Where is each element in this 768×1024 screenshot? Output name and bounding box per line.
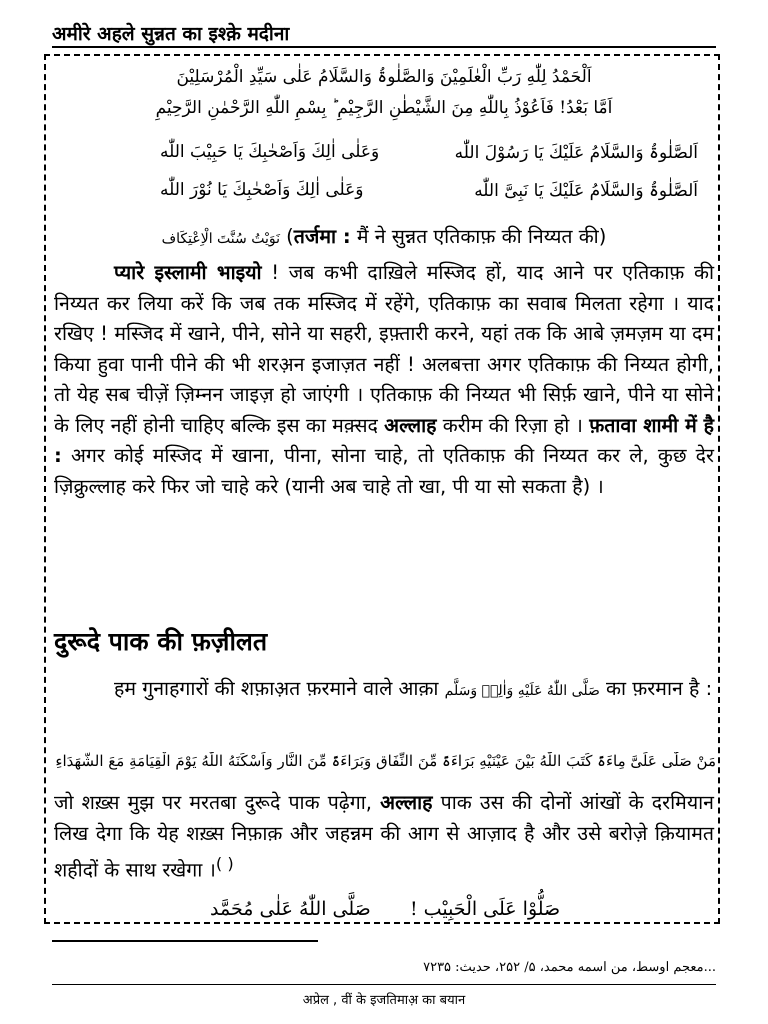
hadith-arabic: مَنْ صَلّٰی عَلَیَّ مِاءَۃً کَتَبَ اللّٰهُ بَیْنَ عَیْنَیْهِ بَرَاءَۃً مِّنَ النِّفَاقِ وَبَرَاءَۃً مِّنَ النَّارِ وَاَسْکَنَهُ اللّٰهُ یَوْمَ الْقِیَامَةِ مَعَ الشُّهَدَاءِ: [55, 752, 716, 770]
header-divider: [52, 46, 716, 48]
arabic-salat-row2-left: وَعَلٰی اٰلِكَ وَاَصْحٰبِكَ یَا نُوْرَ اللّٰه: [160, 180, 364, 200]
paragraph1-part1: ! जब कभी दाख़िले मस्जिद हों, याद आने पर एतिकाफ़ की निय्यत कर लिया करें कि जब तक मस्जिद में रहेंगे, एतिकाफ़ का सवाब मिलता रहेगा । याद रखिए ! मस्जिद में खाने, पीने, सोने या सहरी, इफ़्तारी करने, यहां तक कि आबे ज़मज़म या दम किया हुवा पानी पीने की भी शरअ़न इजाज़त नहीं ! अलबत्ता अगर एतिकाफ़ की निय्यत होगी, तो येह सब चीज़ें ज़िम्नन जाइज़ हो जाएंगी । एतिकाफ़ की निय्यत भी सिर्फ़ खाने, पीने या सोने के लिए नहीं होनी चाहिए बल्कि इस का मक़्सद: [54, 261, 715, 437]
niyyat-line: نَوَیْتُ سُنَّتَ الْاِعْتِكَاف (तर्जमा : मैं ने सुन्नत एतिकाफ़ की निय्यत की): [161, 225, 607, 248]
paragraph-itikaf: [54, 258, 714, 502]
arabic-hamd-line: اَلْحَمْدُ لِلّٰهِ رَبِّ الْعٰلَمِیْنَ وَالصَّلٰوۃُ وَالسَّلَامُ عَلٰی سَیِّدِ الْمُرْسَلِیْنَ: [176, 67, 592, 87]
paragraph1-part3: अगर कोई मस्जिद में खाना, पीना, सोना चाहे, तो एतिकाफ़ की निय्यत कर ले, कुछ देर ज़िक्रुल्लाह करे फिर जो चाहे करे (यानी अब चाहे तो खा, पी या सो सकता है) ।: [54, 444, 714, 498]
address-lead: प्यारे इस्लामी भाइयो: [114, 261, 262, 284]
arabic-salat-row2-right: اَلصَّلٰوۃُ وَالسَّلَامُ عَلَیْكَ یَا نَبِیَّ اللّٰه: [474, 181, 698, 201]
paragraph3-part1: जो शख़्स मुझ पर मरतबा दुरूदे पाक पढ़ेगा,: [54, 791, 381, 814]
arabic-salat-row1-right: اَلصَّلٰوۃُ وَالسَّلَامُ عَلَیْكَ یَا رَسُوْلَ اللّٰه: [454, 143, 698, 163]
page-footer: अप्रेल , वीं के इजतिमाअ़ का बयान: [302, 993, 466, 1008]
niyyat-arabic: نَوَیْتُ سُنَّتَ الْاِعْتِكَاف: [161, 231, 280, 247]
page-header-title: अमीरे अहले सुन्नत का इश्क़े मदीना: [52, 23, 290, 45]
salawat-arabic: صَلَّی اللّٰهُ عَلَیْهِ وَاٰلِهٖ وَسَلَّم: [444, 683, 600, 699]
reference-marker: ( ): [215, 854, 234, 873]
footnote-reference: ...معجم اوسط، من اسمه محمد، ۵/ ۲۵۲، حدیث: ۷۲۳۵: [423, 960, 716, 975]
allah-word: अल्लाह: [384, 413, 437, 437]
salutation-call: صَلُّوْا عَلَی الْحَبِیْب !: [410, 898, 561, 920]
section-heading: दुरूदे पाक की फ़ज़ीलत: [54, 627, 268, 656]
salutation-response: صَلَّی اللّٰهُ عَلٰی مُحَمَّد: [210, 898, 371, 920]
paragraph1-part2: करीम की रिज़ा हो ।: [436, 413, 590, 437]
footer-divider: [52, 984, 716, 985]
arabic-tawooz-line: اَمَّا بَعْدُ! فَاَعُوْذُ بِاللّٰهِ مِنَ الشَّیْطٰنِ الرَّجِیْمِ ؕ بِسْمِ اللّٰهِ الرَّحْمٰنِ الرَّحِیْمِ: [155, 98, 613, 118]
footnote-divider: [52, 940, 318, 942]
paragraph-farman: [54, 674, 714, 707]
allah-word-2: अल्लाह: [380, 791, 433, 814]
paragraph-hadith-translation: [54, 788, 714, 886]
paragraph3-part2: पाक उस की दोनों आंखों के दरमियान लिख देगा कि येह शख़्स निफ़ाक़ और जहन्नम की आग से आज़ाद है और उसे बरोज़े क़ियामत शहीदों के साथ रखेगा ।: [54, 791, 715, 882]
niyyat-translation: मैं ने सुन्नत एतिकाफ़ की निय्यत की): [356, 225, 607, 248]
paragraph2-part2: का फ़रमान है :: [599, 677, 713, 700]
arabic-salat-row1-left: وَعَلٰی اٰلِكَ وَاَصْحٰبِكَ یَا حَبِیْبَ اللّٰه: [160, 142, 380, 162]
translation-label: तर्जमा :: [293, 225, 351, 248]
fatawa-shami-ref: फ़तावा शामी में है :: [54, 413, 714, 467]
paragraph2-part1: हम गुनाहगारों की शफ़ाअ़त फ़रमाने वाले आक़ा: [114, 677, 445, 700]
